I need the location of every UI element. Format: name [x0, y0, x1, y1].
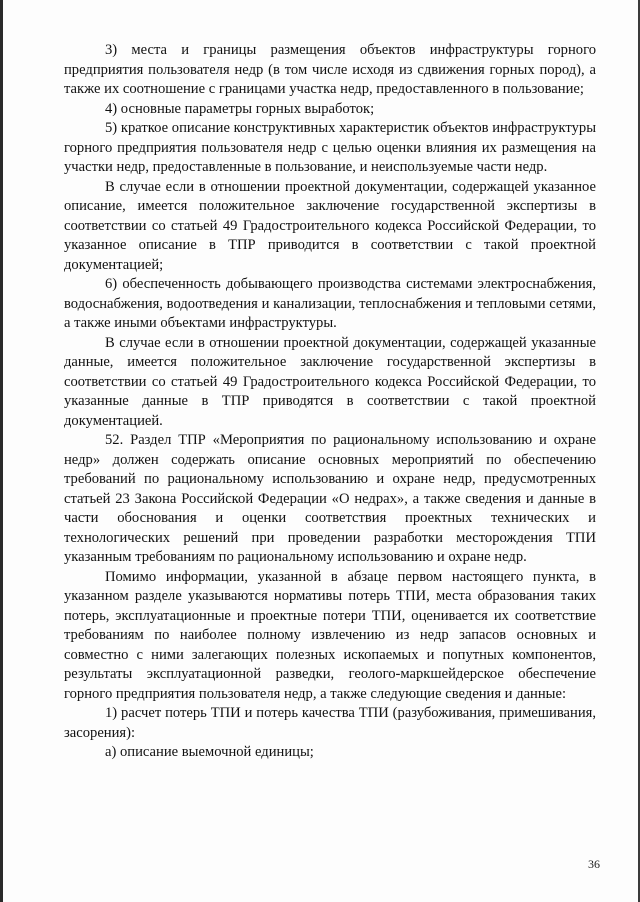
document-body: [64, 41, 596, 763]
paragraph-expertise-note-2: В случае если в отношении проектной документации, содержащей указанные данные, имеется положительное заключение государственной экспертизы в соответствии со статьей 49 Градостроительного кодекса Российской Федерации, то указанные данные в ТПР приводятся в соответствии с такой проектной документацией.: [64, 334, 596, 429]
paragraph-item-3: 3) места и границы размещения объектов инфраструктуры горного предприятия пользователя недр (в том числе исходя из сдвижения горных пород), а также их соотношение с границами участка недр, предоставленного в пользование;: [64, 42, 596, 97]
paragraph-additional-info: Помимо информации, указанной в абзаце первом настоящего пункта, в указанном разделе указываются нормативы потерь ТПИ, места образования таких потерь, эксплуатационные и проектные потери ТПИ, оценивается их соответствие требованиям по наиболее полному извлечению из недр запасов основных и совместно с ними залегающих полезных ископаемых и попутных компонентов, результаты эксплуатационной разведки, геолого-маркшейдерское обеспечение горного предприятия пользователя недр, а также следующие сведения и данные:: [64, 568, 596, 702]
paragraph-item-6: 6) обеспеченность добывающего производства системами электроснабжения, водоснабжения, водоотведения и канализации, теплоснабжения и тепловыми сетями, а также иными объектами инфраструктуры.: [64, 276, 596, 331]
page-number: 36: [588, 857, 600, 871]
paragraph-item-5: 5) краткое описание конструктивных характеристик объектов инфраструктуры горного предприятия пользователя недр с целью оценки влияния их размещения на участки недр, предоставленные в пользование, и неиспользуемые части недр.: [64, 120, 596, 175]
paragraph-subitem-a: а) описание выемочной единицы;: [105, 744, 314, 760]
paragraph-section-52: 52. Раздел ТПР «Мероприятия по рациональному использованию и охране недр» должен содержать описание основных мероприятий по обеспечению требований по рациональному использованию и охране недр, предусмотренных статьей 23 Закона Российской Федерации «О недрах», а также сведения и данные в части обоснования и оценки соответствия проектных технических и технологических решений при проведении разработки месторождения ТПИ указанным требованиям по рациональному использованию и охране недр.: [64, 432, 596, 565]
paragraph-subitem-1: 1) расчет потерь ТПИ и потерь качества ТПИ (разубоживания, примешивания, засорения):: [64, 705, 596, 741]
scan-edge-left: [0, 0, 3, 902]
paragraph-expertise-note-1: В случае если в отношении проектной документации, содержащей указанное описание, имеется положительное заключение государственной экспертизы в соответствии со статьей 49 Градостроительного кодекса Российской Федерации, то указанное описание в ТПР приводится в соответствии с такой проектной документацией;: [64, 178, 596, 273]
paragraph-item-4: 4) основные параметры горных выработок;: [105, 100, 375, 117]
